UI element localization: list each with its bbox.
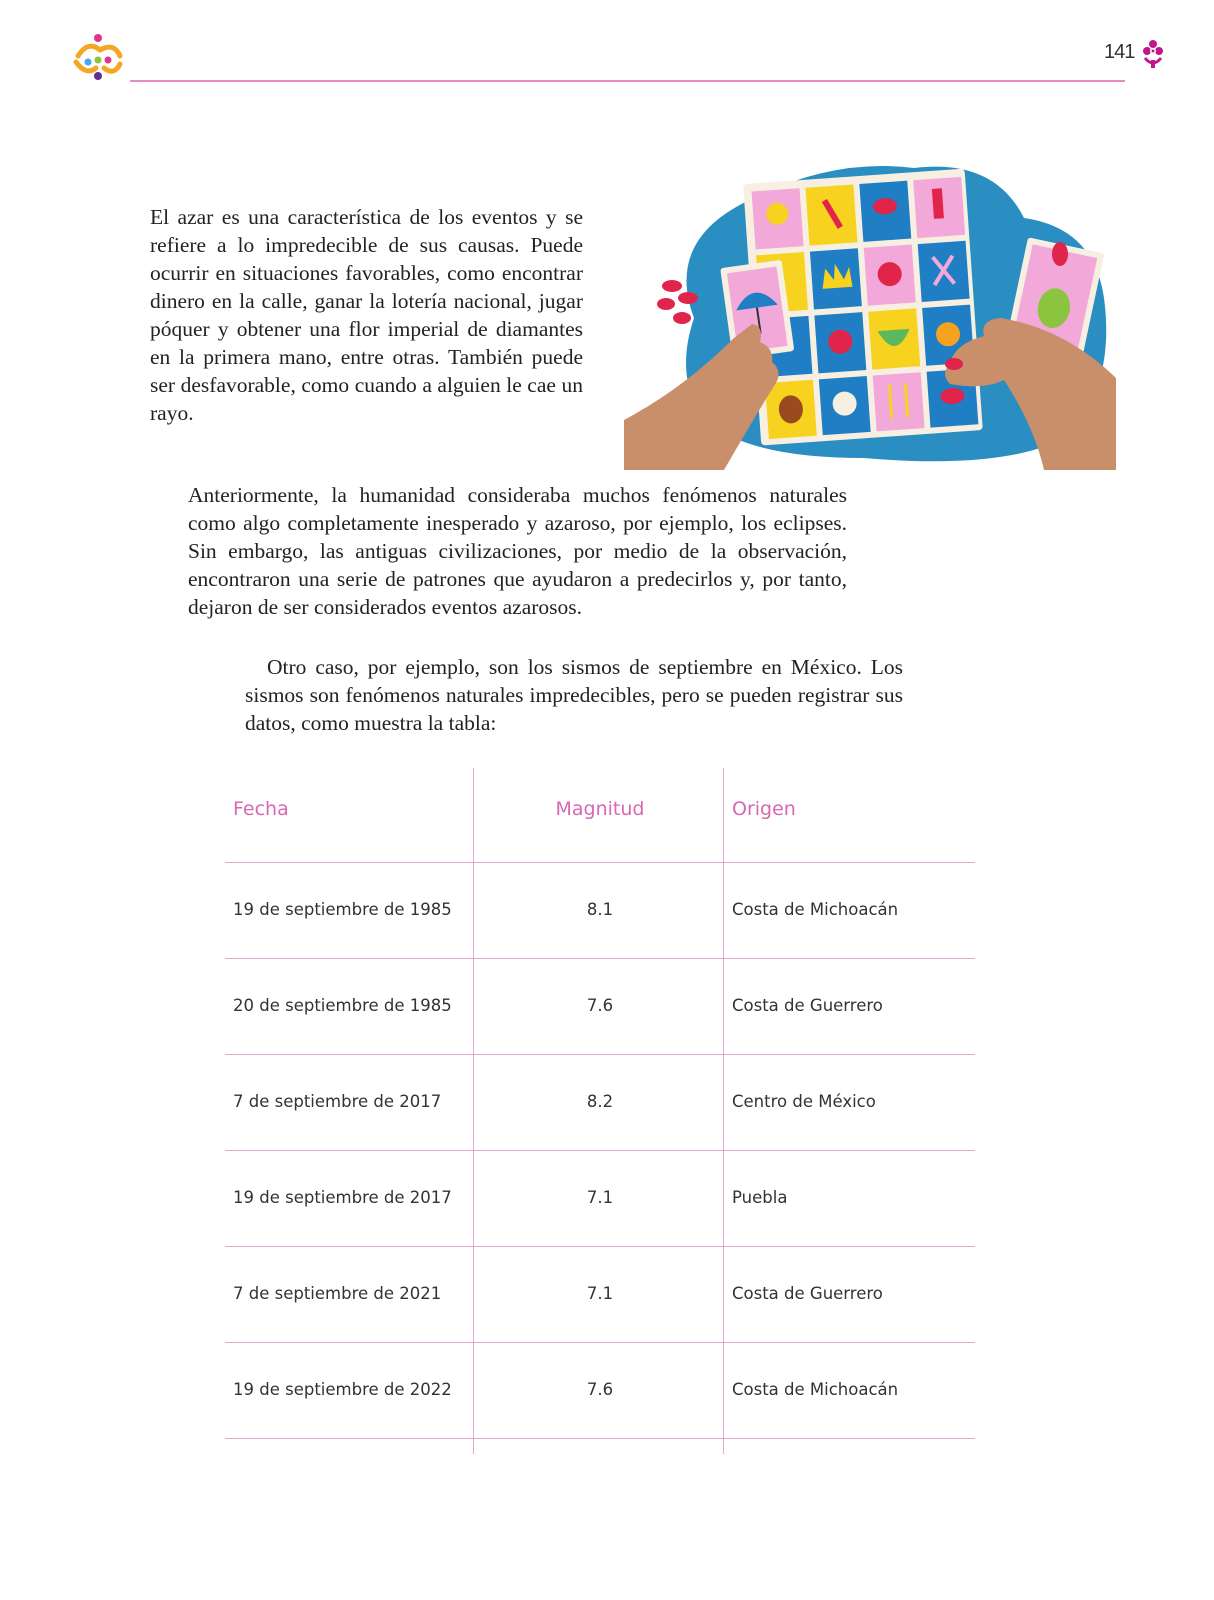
loteria-illustration xyxy=(624,158,1116,470)
cell-fecha: 19 de septiembre de 2022 xyxy=(233,1380,452,1399)
cell-origen: Puebla xyxy=(732,1188,788,1207)
book-logo-icon xyxy=(70,32,126,84)
earthquake-table xyxy=(225,768,975,1454)
cell-fecha: 7 de septiembre de 2021 xyxy=(233,1284,442,1303)
cell-fecha: 19 de septiembre de 2017 xyxy=(233,1188,452,1207)
bean-icon xyxy=(945,358,963,370)
bean-icon xyxy=(678,292,698,304)
table-header-fecha: Fecha xyxy=(233,798,289,820)
cell-magnitud: 7.1 xyxy=(586,1188,614,1207)
table-header-magnitud: Magnitud xyxy=(555,798,645,820)
cell-magnitud: 8.2 xyxy=(586,1092,614,1111)
column-divider xyxy=(723,768,724,1454)
page-number: 141 xyxy=(1104,41,1135,63)
cell-magnitud: 7.6 xyxy=(586,1380,614,1399)
table-header-origen: Origen xyxy=(732,798,796,820)
paragraph-azar: El azar es una característica de los eventos y se refiere a lo impredecible de sus causas. Puede ocurrir en situaciones favorables, como encontrar dinero en la calle, ganar la lotería nacional, jugar póquer y obtener una flor imperial de diamantes en la primera mano, entre otras. También puede ser desfavorable, como cuando a alguien le cae un rayo. xyxy=(150,205,583,425)
cell-fecha: 20 de septiembre de 1985 xyxy=(233,996,452,1015)
cell-fecha: 7 de septiembre de 2017 xyxy=(233,1092,442,1111)
bottle-icon xyxy=(932,188,944,219)
cell-origen: Costa de Michoacán xyxy=(732,1380,899,1399)
bean-icon xyxy=(657,298,675,310)
cell-origen: Costa de Guerrero xyxy=(732,1284,883,1303)
bean-icon xyxy=(1052,242,1068,266)
cell-magnitud: 8.1 xyxy=(586,900,614,919)
bean-icon xyxy=(673,312,691,324)
cell-magnitud: 7.1 xyxy=(586,1284,614,1303)
cell-origen: Costa de Michoacán xyxy=(732,900,899,919)
paragraph-eclipses: Anteriormente, la humanidad consideraba muchos fenómenos naturales como algo completamente inesperado y azaroso, por ejemplo, los eclipses. Sin embargo, las antiguas civilizaciones, por medio de la observación, encontraron una serie de patrones que ayudaron a predecirlos y, por tanto, dejaron de ser considerados eventos azarosos. xyxy=(188,483,847,619)
row-divider xyxy=(225,1438,975,1439)
bean-icon xyxy=(662,280,682,292)
flower-glyph-icon xyxy=(1140,38,1166,70)
cell-origen: Costa de Guerrero xyxy=(732,996,883,1015)
paragraph-sismos: Otro caso, por ejemplo, son los sismos de septiembre en México. Los sismos son fenómenos naturales impredecibles, pero se pueden registrar sus datos, como muestra la tabla: xyxy=(245,655,903,735)
cell-fecha: 19 de septiembre de 1985 xyxy=(233,900,452,919)
cell-origen: Centro de México xyxy=(732,1092,876,1111)
cell-magnitud: 7.6 xyxy=(586,996,614,1015)
header-rule xyxy=(130,80,1125,82)
column-divider xyxy=(473,768,474,1454)
